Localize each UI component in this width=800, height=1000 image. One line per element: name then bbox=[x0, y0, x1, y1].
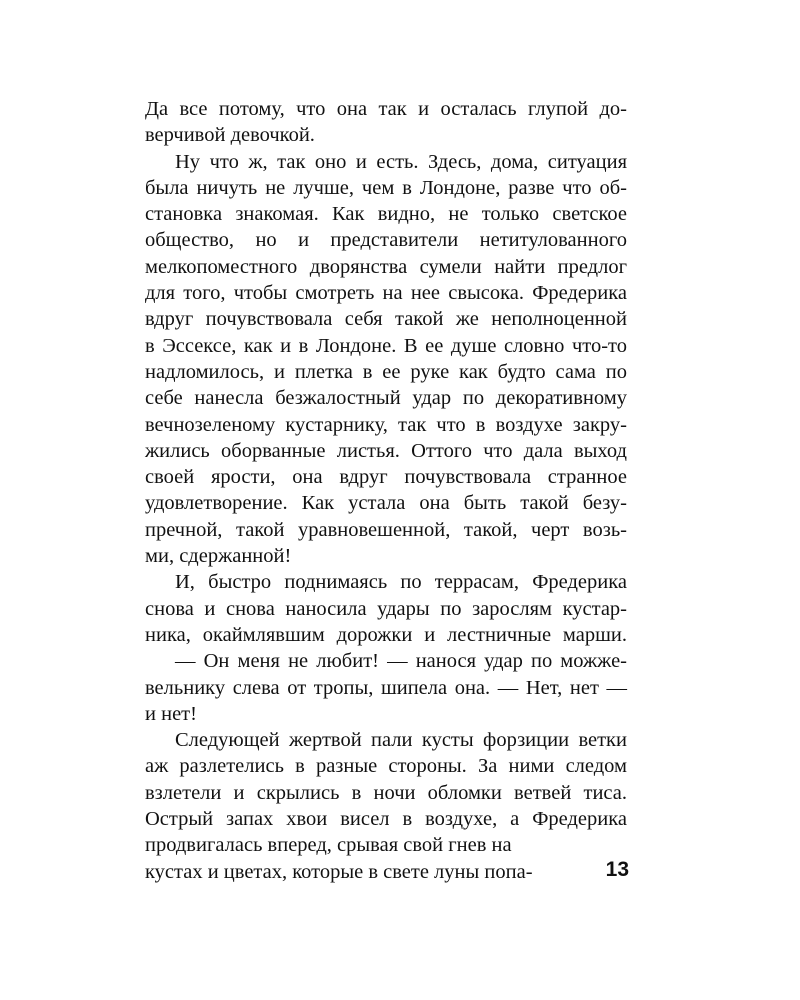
text-line: продвигалась вперед, срывая свой гнев на bbox=[145, 834, 512, 857]
page-number: 13 bbox=[605, 858, 629, 881]
text-line: мелкопоместного дворянства сумели найти предлог bbox=[145, 255, 627, 278]
text-line: ника, окаймлявшим дорожки и лестничные марши. bbox=[145, 623, 627, 646]
text-line: была ничуть не лучше, чем в Лондоне, разве что об- bbox=[145, 176, 627, 199]
text-line: вечнозеленому кустарнику, так что в воздухе закру- bbox=[145, 413, 627, 436]
text-line: вдруг почувствовала себя такой же неполноценной bbox=[145, 308, 627, 331]
text-line: себе нанесла безжалостный удар по декоративному bbox=[145, 387, 627, 410]
text-line: удовлетворение. Как устала она быть такой безу- bbox=[145, 492, 627, 515]
text-line: своей ярости, она вдруг почувствовала странное bbox=[145, 466, 627, 489]
text-line: пречной, такой уравновешенной, такой, черт возь- bbox=[145, 518, 627, 541]
text-line: — Он меня не любит! — нанося удар по можже- bbox=[175, 650, 627, 673]
text-line: кустах и цветах, которые в свете луны попа- bbox=[145, 860, 533, 883]
text-line: аж разлетелись в разные стороны. За ними следом bbox=[145, 755, 627, 778]
text-line: верчивой девочкой. bbox=[145, 124, 315, 147]
text-line: Острый запах хвои висел в воздухе, а Фредерика bbox=[145, 808, 627, 831]
text-line: для того, чтобы смотреть на нее свысока. Фредерика bbox=[145, 282, 627, 305]
text-line: Ну что ж, так оно и есть. Здесь, дома, ситуация bbox=[175, 150, 627, 173]
text-line: взлетели и скрылись в ночи обломки ветвей тиса. bbox=[145, 781, 627, 804]
text-line: снова и снова наносила удары по зарослям кустар- bbox=[145, 597, 627, 620]
text-line: общество, но и представители нетитулованного bbox=[145, 229, 627, 252]
text-line: надломилось, и плетка в ее руке как будто сама по bbox=[145, 360, 627, 383]
text-line: жились оборванные листья. Оттого что дала выход bbox=[145, 439, 627, 462]
text-line: становка знакомая. Как видно, не только светское bbox=[145, 203, 627, 226]
text-line: вельнику слева от тропы, шипела она. — Нет, нет — bbox=[145, 676, 627, 699]
text-line: в Эссексе, как и в Лондоне. В ее душе словно что-то bbox=[145, 334, 627, 357]
body-text bbox=[145, 96, 627, 885]
text-line: Да все потому, что она так и осталась глупой до- bbox=[145, 98, 627, 120]
text-line: И, быстро поднимаясь по террасам, Фредерика bbox=[175, 571, 627, 594]
text-line: ми, сдержанной! bbox=[145, 545, 292, 568]
text-line: Следующей жертвой пали кусты форзиции ветки bbox=[175, 729, 627, 752]
text-line: и нет! bbox=[145, 702, 197, 725]
